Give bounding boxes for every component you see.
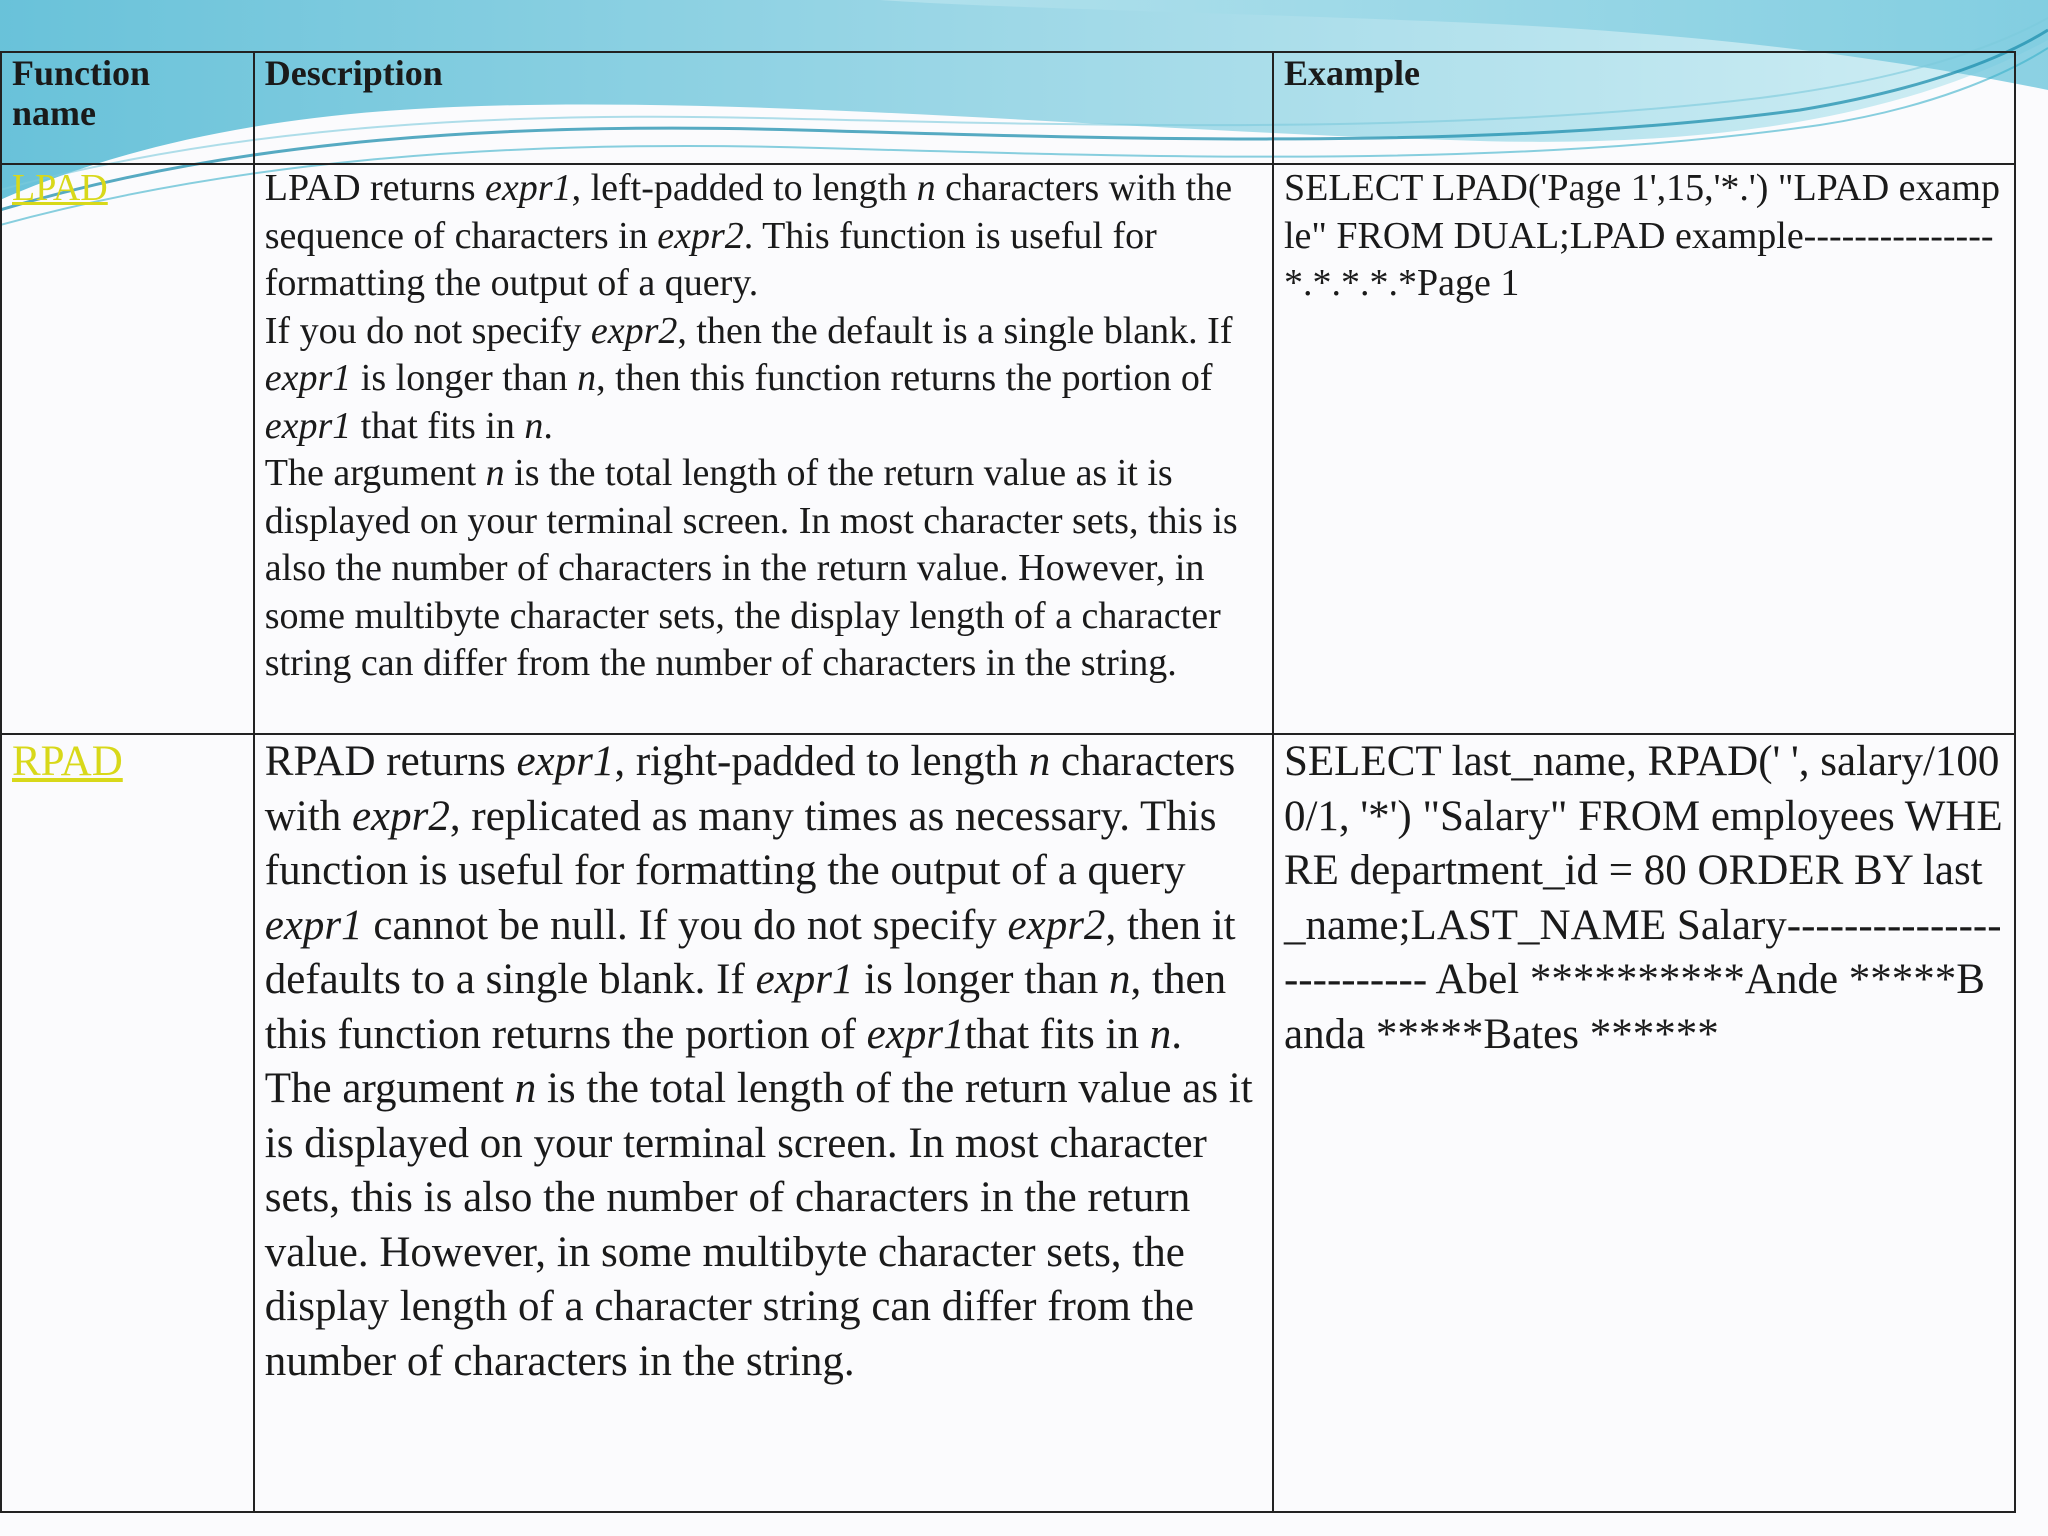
description-term: expr2: [351, 792, 450, 840]
example-cell: [1273, 734, 2015, 1512]
description-term: expr1: [264, 901, 363, 949]
function-link-lpad[interactable]: LPAD: [12, 167, 108, 209]
description-term: expr1: [264, 357, 352, 399]
description-term: expr1: [264, 404, 352, 447]
description-text: .: [1171, 1010, 1182, 1058]
description-term: expr1: [485, 167, 572, 209]
description-text: RPAD returns: [264, 738, 517, 785]
description-text: LPAD returns: [264, 167, 486, 209]
description-cell: [254, 734, 1273, 1512]
description-paragraph: [265, 899, 1262, 1063]
functions-table: [0, 51, 2016, 1513]
description-text: .: [543, 404, 553, 447]
description-text: characters with the sequence of characters in: [264, 167, 1233, 257]
description-term: n: [577, 357, 597, 399]
description-paragraph: [265, 308, 1262, 451]
description-term: expr2: [657, 214, 744, 257]
description-term: n: [524, 404, 544, 447]
description-term: expr1: [516, 738, 615, 785]
description-term: expr2: [1007, 901, 1106, 949]
example-text: SELECT LPAD('Page 1',15,'*.') "LPAD example" FROM DUAL;LPAD example---------------*.*.*.*.*Page 1: [1283, 167, 2000, 304]
description-term: n: [916, 167, 936, 209]
description-term: n: [485, 452, 505, 494]
description-text: that fits in: [351, 404, 525, 447]
description-term: n: [514, 1065, 537, 1112]
example-cell: [1273, 164, 2015, 734]
description-text: is longer than: [853, 956, 1110, 1003]
description-text: The argument: [264, 452, 486, 494]
description-paragraph: [265, 1062, 1262, 1389]
table-header-row: [1, 52, 2015, 164]
description-text: , left-padded to length: [571, 167, 917, 209]
function-name-cell: [1, 164, 254, 734]
description-text: characters with: [264, 738, 1236, 840]
function-name-cell: [1, 734, 254, 1512]
description-text: . This function is useful for formatting the output of a query.: [264, 214, 1157, 304]
description-paragraph: [265, 735, 1262, 899]
header-function-name: Function name: [1, 52, 254, 164]
description-term: expr2: [590, 309, 678, 352]
description-term: expr1: [866, 1010, 965, 1058]
description-text: If you do not specify: [264, 309, 591, 352]
description-text: , right-padded to length: [614, 738, 1029, 785]
function-link-rpad[interactable]: RPAD: [12, 738, 123, 785]
example-text: SELECT last_name, RPAD(' ', salary/1000/1, '*') "Salary" FROM employees WHERE department_id = 80 ORDER BY last_name;LAST_NAME Salary------------------------- Abel **********Ande *****Banda *****Bates ******: [1283, 738, 2003, 1058]
description-text: The argument: [264, 1065, 515, 1112]
description-text: is longer than: [351, 357, 578, 399]
description-text: that fits in: [964, 1010, 1150, 1058]
description-text: , then this function returns the portion of: [264, 956, 1227, 1058]
description-term: n: [1149, 1010, 1172, 1058]
description-term: n: [1109, 956, 1131, 1003]
description-paragraph: [265, 450, 1262, 688]
description-cell: [254, 164, 1273, 734]
table-row-rpad: [1, 734, 2015, 1512]
description-text: cannot be null. If you do not specify: [362, 901, 1008, 949]
description-text: , replicated as many times as necessary. This function is useful for formatting the output of a query: [264, 792, 1217, 894]
description-text: is the total length of the return value as it is displayed on your terminal screen. In most character sets, this is also the number of characters in the return value. However, in some multibyte character sets, the display length of a character string can differ from the number of characters in the string.: [264, 1065, 1253, 1385]
description-text: is the total length of the return value as it is displayed on your terminal screen. In most character sets, this is also the number of characters in the return value. However, in some multibyte character sets, the display length of a character string can differ from the number of characters in the string.: [264, 452, 1238, 684]
description-term: expr1: [755, 956, 854, 1003]
description-text: , then this function returns the portion of: [596, 357, 1213, 399]
description-text: , then the default is a single blank. If: [677, 309, 1233, 352]
table-row-lpad: [1, 164, 2015, 734]
header-example: Example: [1273, 52, 2015, 164]
description-text: , then it defaults to a single blank. If: [264, 901, 1236, 1003]
description-paragraph: [265, 165, 1262, 308]
description-term: n: [1028, 738, 1051, 785]
header-description: Description: [254, 52, 1273, 164]
